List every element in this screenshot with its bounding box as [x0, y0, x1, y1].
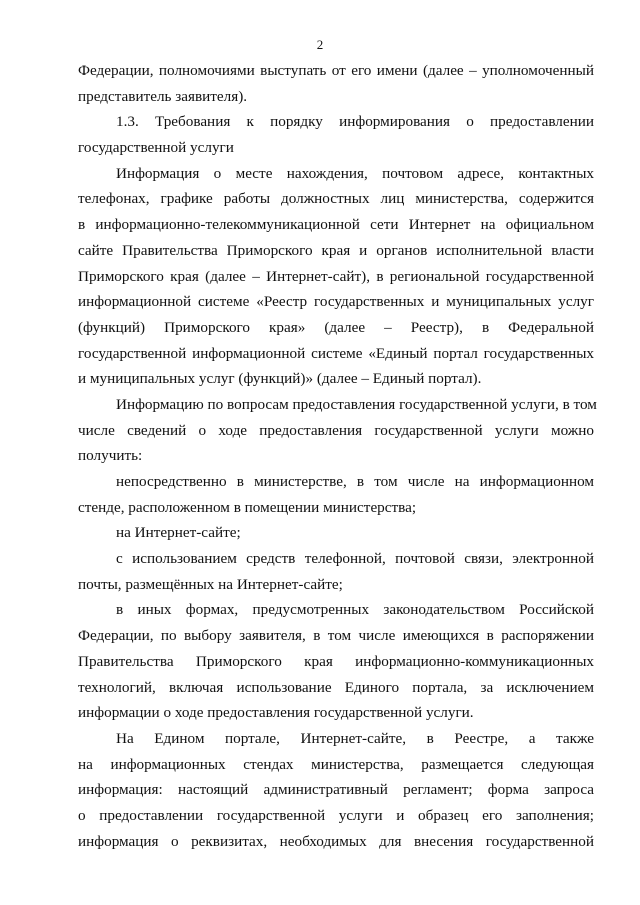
text-line: (функций) Приморского края» (далее – Реестр), в Федеральной: [78, 318, 594, 336]
text-line: на информационных стендах министерства, размещается следующая: [78, 755, 594, 773]
text-line: Федерации, по выбору заявителя, в том числе имеющихся в распоряжении: [78, 627, 594, 645]
text-line: Правительства Приморского края информационно-коммуникационных: [78, 652, 594, 670]
text-line: непосредственно в министерстве, в том числе на информационном: [116, 473, 594, 490]
text-line: стенде, расположенном в помещении министерства;: [78, 498, 417, 516]
text-line: Информация о месте нахождения, почтовом адресе, контактных: [116, 164, 594, 182]
text-line: Федерации, полномочиями выступать от его имени (далее – уполномоченный: [78, 62, 594, 79]
text-line: представитель заявителя).: [78, 87, 248, 105]
text-line: Приморского края (далее – Интернет-сайт), в региональной государственной: [78, 267, 594, 285]
page-number: 2: [316, 37, 324, 52]
text-line: государственной информационной системе «Единый портал государственных: [78, 344, 594, 362]
text-line: Информацию по вопросам предоставления государственной услуги, в том: [116, 395, 597, 413]
text-line: о предоставлении государственной услуги и образец его заполнения;: [78, 806, 594, 824]
body-text: [78, 58, 597, 854]
text-line: сайте Правительства Приморского края и органов исполнительной власти: [78, 241, 594, 259]
text-line: государственной услуги: [78, 139, 234, 157]
text-line: числе сведений о ходе предоставления государственной услуги можно: [78, 421, 594, 439]
text-line: почты, размещённых на Интернет-сайте;: [78, 575, 343, 593]
text-line: информация о реквизитах, необходимых для внесения государственной: [78, 832, 594, 850]
text-line: телефонах, графике работы должностных лиц министерства, содержится: [78, 190, 594, 208]
text-line: и муниципальных услуг (функций)» (далее – Единый портал).: [78, 370, 482, 388]
text-line: На Едином портале, Интернет-сайте, в Реестре, а также: [116, 729, 594, 747]
text-line: на Интернет-сайте;: [116, 524, 241, 542]
text-line: технологий, включая использование Единого портала, за исключением: [78, 678, 594, 696]
text-line: в иных формах, предусмотренных законодательством Российской: [116, 601, 594, 619]
text-line: информационной системе «Реестр государственных и муниципальных услуг: [78, 293, 594, 311]
text-line: информации о ходе предоставления государственной услуги.: [78, 704, 474, 722]
text-line: с использованием средств телефонной, почтовой связи, электронной: [116, 550, 594, 568]
text-line: информация: настоящий административный регламент; форма запроса: [78, 781, 594, 799]
text-line: получить:: [78, 447, 143, 465]
text-line: 1.3. Требования к порядку информирования о предоставлении: [116, 113, 594, 131]
text-line: в информационно-телекоммуникационной сети Интернет на официальном: [78, 216, 594, 234]
